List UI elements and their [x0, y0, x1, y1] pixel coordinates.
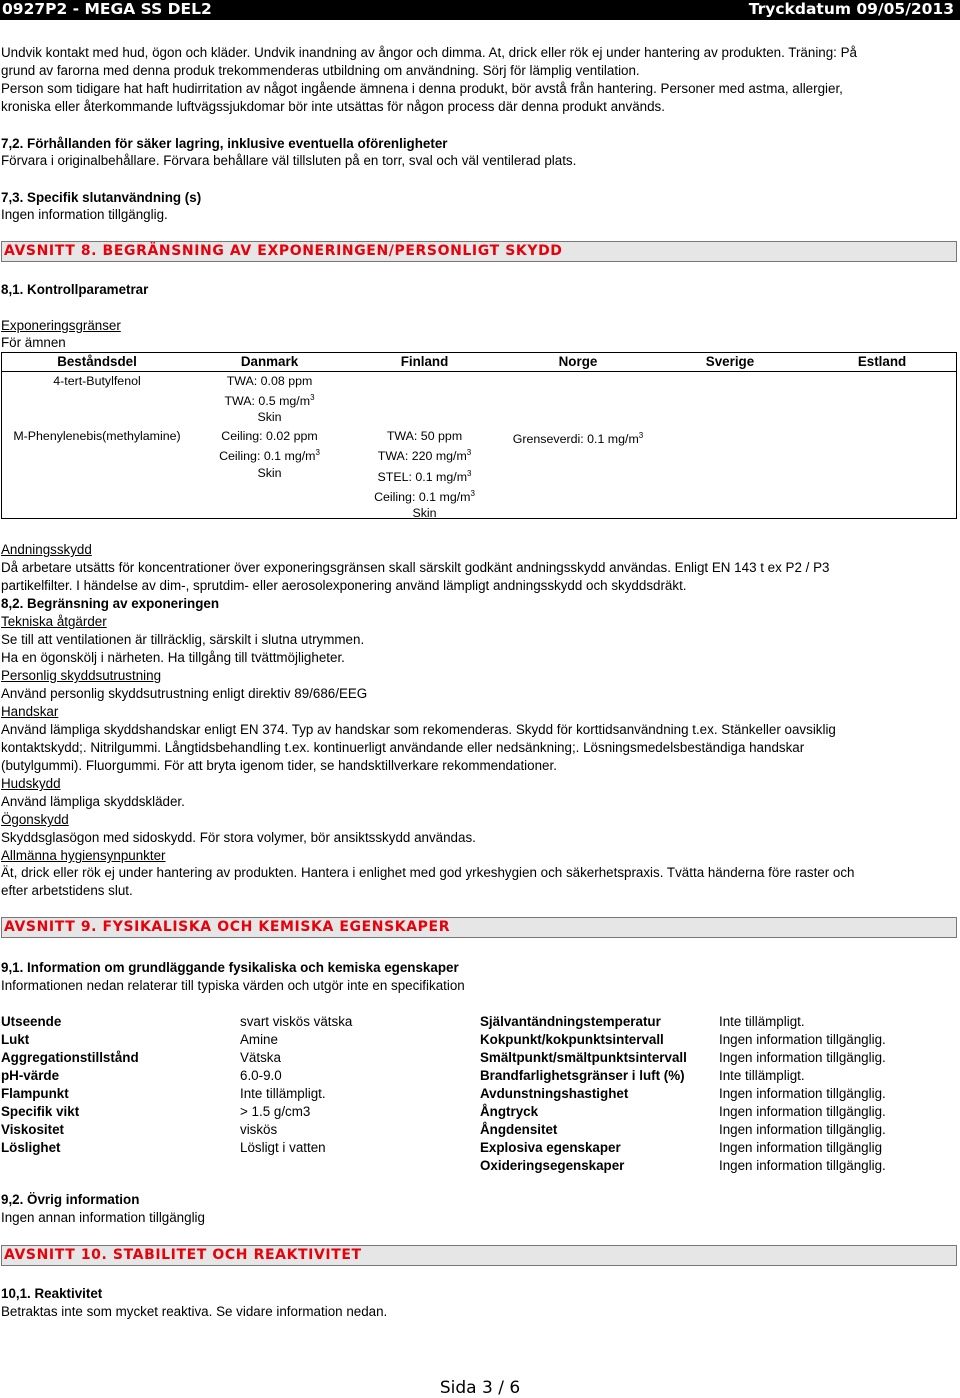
property-value: Amine	[240, 1032, 278, 1047]
section-10-1-title: 10,1. Reaktivitet	[1, 1286, 103, 1301]
intro-line-4: kroniska eller återkommande luftvägssjukdomar bör inte utsättas för någon process där denna produkt används.	[1, 99, 665, 114]
section-7-2-title: 7,2. Förhållanden för säker lagring, inklusive eventuella oförenligheter	[1, 136, 448, 151]
section-10-heading: AVSNITT 10. STABILITET OCH REAKTIVITET	[1, 1245, 957, 1266]
skin-protection-label: Hudskydd	[1, 776, 61, 791]
hygiene-line-1: Ät, drick eller rök ej under hantering av produkten. Hantera i enlighet med god yrkeshygien och säkerhetspraxis. Tvätta händerna före raster och	[1, 865, 855, 880]
eye-protection-label: Ögonskydd	[1, 812, 69, 827]
col-header-finland: Finland	[400, 354, 449, 369]
col-header-estonia: Estland	[857, 354, 907, 369]
row1-dk-value-2: TWA: 0.5 $mg/m^3$	[224, 393, 315, 408]
row2-fi-value-2: TWA: 220 $mg/m^3$	[377, 448, 472, 463]
property-value: Ingen information tillgänglig.	[719, 1122, 886, 1137]
col-header-component: Beståndsdel	[57, 354, 137, 369]
section-9-2-text: Ingen annan information tillgänglig	[1, 1210, 205, 1225]
property-label: Explosiva egenskaper	[480, 1140, 621, 1155]
row2-dk-value-3: Skin	[257, 466, 282, 480]
property-label: Ångtryck	[480, 1104, 539, 1119]
row2-fi-value-1: TWA: 50 ppm	[386, 429, 463, 443]
property-value: Ingen information tillgänglig.	[719, 1086, 886, 1101]
property-label: Löslighet	[1, 1140, 61, 1155]
property-value: Lösligt i vatten	[240, 1140, 326, 1155]
property-value: svart viskös vätska	[240, 1014, 353, 1029]
eye-protection-line-1: Skyddsglasögon med sidoskydd. För stora volymer, bör ansiktsskydd användas.	[1, 830, 476, 845]
exposure-limits-label: Exponeringsgränser	[1, 318, 121, 333]
property-label: Brandfarlighetsgränser i luft (%)	[480, 1068, 685, 1083]
row2-fi-value-4: Ceiling: 0.1 $mg/m^3$	[374, 489, 475, 504]
section-8-2-title: 8,2. Begränsning av exponeringen	[1, 596, 220, 611]
property-label: Kokpunkt/kokpunktsintervall	[480, 1032, 664, 1047]
property-value: > 1.5 g/cm3	[240, 1104, 311, 1119]
property-label: Smältpunkt/smältpunktsintervall	[480, 1050, 687, 1065]
property-label: Utseende	[1, 1014, 62, 1029]
property-value: Vätska	[240, 1050, 281, 1065]
property-label: Lukt	[1, 1032, 30, 1047]
property-value: Ingen information tillgänglig.	[719, 1050, 886, 1065]
row2-fi-value-3: STEL: 0.1 $mg/m^3$	[377, 469, 472, 484]
property-label: Viskositet	[1, 1122, 65, 1137]
ppe-line-1: Använd personlig skyddsutrustning enligt direktiv 89/686/EEG	[1, 686, 368, 701]
property-label: Oxideringsegenskaper	[480, 1158, 625, 1173]
property-label: Flampunkt	[1, 1086, 69, 1101]
property-label: Specifik vikt	[1, 1104, 80, 1119]
row2-component: M-Phenylenebis(methylamine)	[13, 429, 181, 443]
gloves-line-3: (butylgummi). Fluorgummi. För att bryta igenom tider, se handsktillverkare rekommendationer.	[1, 758, 557, 773]
property-value: Ingen information tillgänglig.	[719, 1032, 886, 1047]
section-10-1-text: Betraktas inte som mycket reaktiva. Se vidare information nedan.	[1, 1304, 388, 1319]
table-header-row	[2, 352, 956, 372]
hygiene-label: Allmänna hygiensynpunkter	[1, 848, 166, 863]
technical-measures-line-2: Ha en ögonskölj i närheten. Ha tillgång till tvättmöjligheter.	[1, 650, 345, 665]
property-value: viskös	[240, 1122, 278, 1137]
section-9-1-title: 9,1. Information om grundläggande fysikaliska och kemiska egenskaper	[1, 960, 459, 975]
section-8-heading: AVSNITT 8. BEGRÄNSNING AV EXPONERINGEN/PERSONLIGT SKYDD	[1, 241, 957, 262]
property-value: Ingen information tillgänglig.	[719, 1158, 886, 1173]
ppe-label: Personlig skyddsutrustning	[1, 668, 162, 683]
row1-component: 4-tert-Butylfenol	[53, 374, 141, 388]
section-9-heading: AVSNITT 9. FYSIKALISKA OCH KEMISKA EGENSKAPER	[1, 917, 957, 938]
technical-measures-line-1: Se till att ventilationen är tillräcklig, särskilt i slutna utrymmen.	[1, 632, 365, 647]
property-label: Aggregationstillstånd	[1, 1050, 139, 1065]
gloves-line-1: Använd lämpliga skyddshandskar enligt EN 374. Typ av handskar som rekomenderas. Skydd för korttidsanvändning t.ex. Stänkeller oavsiklig	[1, 722, 836, 737]
property-label: pH-värde	[1, 1068, 60, 1083]
row2-no-value-1: Grenseverdi: 0.1 $mg/m^3$	[512, 431, 644, 446]
page-number: Sida 3 / 6	[439, 1378, 521, 1398]
section-7-2-text: Förvara i originalbehållare. Förvara behållare väl tillsluten på en torr, sval och väl ventilerad plats.	[1, 153, 577, 168]
section-7-3-title: 7,3. Specifik slutanvändning (s)	[1, 190, 202, 205]
respiratory-protection-line-1: Då arbetare utsätts för koncentrationer över exponeringsgränsen skall särskilt godkänt andningsskydd användas. Enligt EN 143 t ex P2 / P3	[1, 560, 830, 575]
respiratory-protection-label: Andningsskydd	[1, 542, 92, 557]
col-header-denmark: Danmark	[240, 354, 299, 369]
row2-dk-value-1: Ceiling: 0.02 ppm	[221, 429, 318, 443]
row2-fi-value-5: Skin	[412, 506, 437, 520]
property-value: Inte tillämpligt.	[719, 1014, 805, 1029]
row1-dk-value-1: TWA: 0.08 ppm	[226, 374, 313, 388]
row2-dk-value-2: Ceiling: 0.1 $mg/m^3$	[219, 448, 320, 463]
property-value: Ingen information tillgänglig.	[719, 1104, 886, 1119]
property-label: Avdunstningshastighet	[480, 1086, 629, 1101]
intro-line-3: Person som tidigare hat haft hudirritation av något ingående ämnena i denna produkt, bör avstå från hantering. Personer med astma, allergier,	[1, 81, 843, 96]
col-header-sweden: Sverige	[705, 354, 755, 369]
section-8-1-title: 8,1. Kontrollparametrar	[1, 282, 149, 297]
exposure-limits-table	[1, 352, 957, 519]
property-label: Ångdensitet	[480, 1122, 558, 1137]
for-substances-label: För ämnen	[1, 335, 66, 350]
section-9-1-note: Informationen nedan relaterar till typiska värden och utgör inte en specifikation	[1, 978, 465, 993]
property-label: Självantändningstemperatur	[480, 1014, 661, 1029]
row1-dk-value-3: Skin	[257, 410, 282, 424]
gloves-line-2: kontaktskydd;. Nitrilgummi. Långtidsbehandling t.ex. kontinuerligt användande eller nedsänkning;. Lösningsmedelsbeständiga handskar	[1, 740, 805, 755]
respiratory-protection-line-2: partikelfilter. I händelse av dim-, sprutdim- eller aerosolexponering använd lämpligt andningsskydd och skyddsdräkt.	[1, 578, 687, 593]
section-7-3-text: Ingen information tillgänglig.	[1, 207, 168, 222]
property-value: Ingen information tillgänglig	[719, 1140, 883, 1155]
technical-measures-label: Tekniska åtgärder	[1, 614, 107, 629]
section-9-2-title: 9,2. Övrig information	[1, 1192, 140, 1207]
property-value: Inte tillämpligt.	[240, 1086, 326, 1101]
intro-line-2: grund av farorna med denna produk trekommenderas utbildning om användning. Sörj för lämplig ventilation.	[1, 63, 640, 78]
hygiene-line-2: efter arbetstidens slut.	[1, 883, 133, 898]
document-code: 0927P2 - MEGA SS DEL2	[2, 0, 212, 18]
gloves-label: Handskar	[1, 704, 59, 719]
col-header-norway: Norge	[558, 354, 598, 369]
property-value: Inte tillämpligt.	[719, 1068, 805, 1083]
intro-line-1: Undvik kontakt med hud, ögon och kläder. Undvik inandning av ångor och dimma. At, drick eller rök ej under hantering av produkten. Träning: På	[1, 45, 858, 60]
page-header	[0, 0, 960, 20]
print-date: Tryckdatum 09/05/2013	[748, 0, 954, 18]
skin-protection-line-1: Använd lämpliga skyddskläder.	[1, 794, 185, 809]
property-value: 6.0-9.0	[240, 1068, 282, 1083]
